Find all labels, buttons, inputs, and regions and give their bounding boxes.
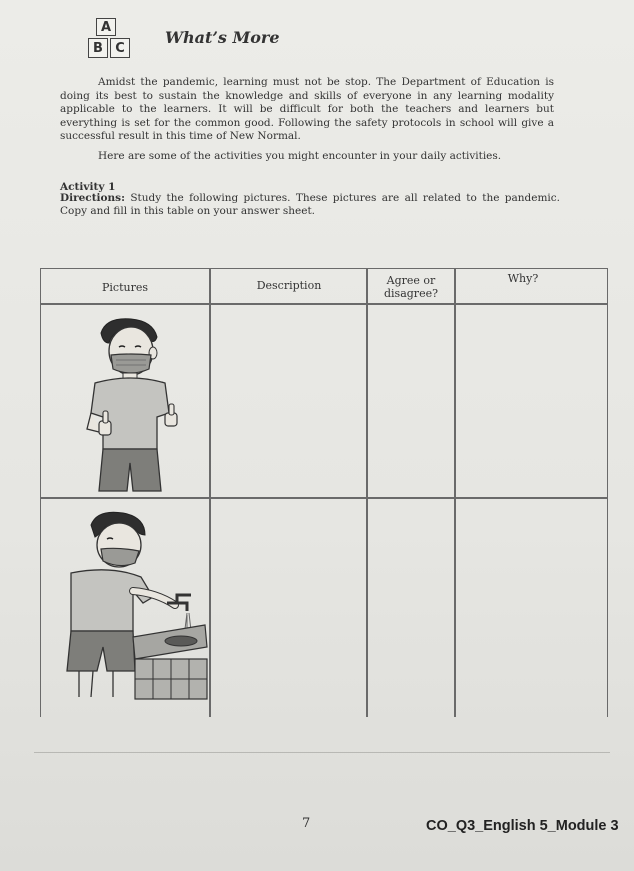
page-number: 7: [302, 816, 311, 831]
abc-blocks-icon: [88, 18, 134, 62]
logo-block-a: A: [96, 18, 116, 36]
logo-block-b: B: [88, 38, 108, 58]
activity-label: Activity 1: [60, 181, 116, 193]
lead-sentence: Here are some of the activities you might encounter in your daily activities.: [98, 150, 502, 162]
directions-text: Study the following pictures. These pictures are all related to the pandemic. Copy and fill in this table on your answer sheet.: [60, 192, 560, 217]
section-title: What’s More: [165, 28, 280, 47]
column-divider: [366, 269, 368, 717]
header-agree-or-disagree: [368, 274, 454, 300]
footer-divider: [34, 752, 610, 753]
header-agree-line1: Agree or: [386, 274, 436, 287]
logo-block-c: C: [110, 38, 130, 58]
directions-label: Directions:: [60, 192, 125, 204]
header-description: Description: [256, 279, 322, 292]
header-agree-line2: disagree?: [384, 287, 438, 300]
header-why: Why?: [507, 272, 539, 285]
module-label: CO_Q3_English 5_Module 3: [426, 818, 619, 834]
row-divider: [41, 497, 607, 499]
header-row-divider: [41, 303, 607, 305]
directions: [60, 192, 560, 218]
column-divider: [454, 269, 456, 717]
header-pictures: Pictures: [102, 281, 148, 294]
intro-paragraph: Amidst the pandemic, learning must not be stop. The Department of Education is doing its best to sustain the knowledge and skills of everyone in any learning modality applicable to the learners. It will be difficult for both the teachers and learners but everything is set for the common good. Following the safety protocols in school will give a successful result in this time of New Normal.: [60, 76, 554, 142]
boy-washing-hands-picture: [41, 507, 209, 717]
answer-table: [40, 268, 608, 717]
column-divider: [209, 269, 211, 717]
boy-with-mask-thumbs-up-picture: [61, 313, 181, 493]
